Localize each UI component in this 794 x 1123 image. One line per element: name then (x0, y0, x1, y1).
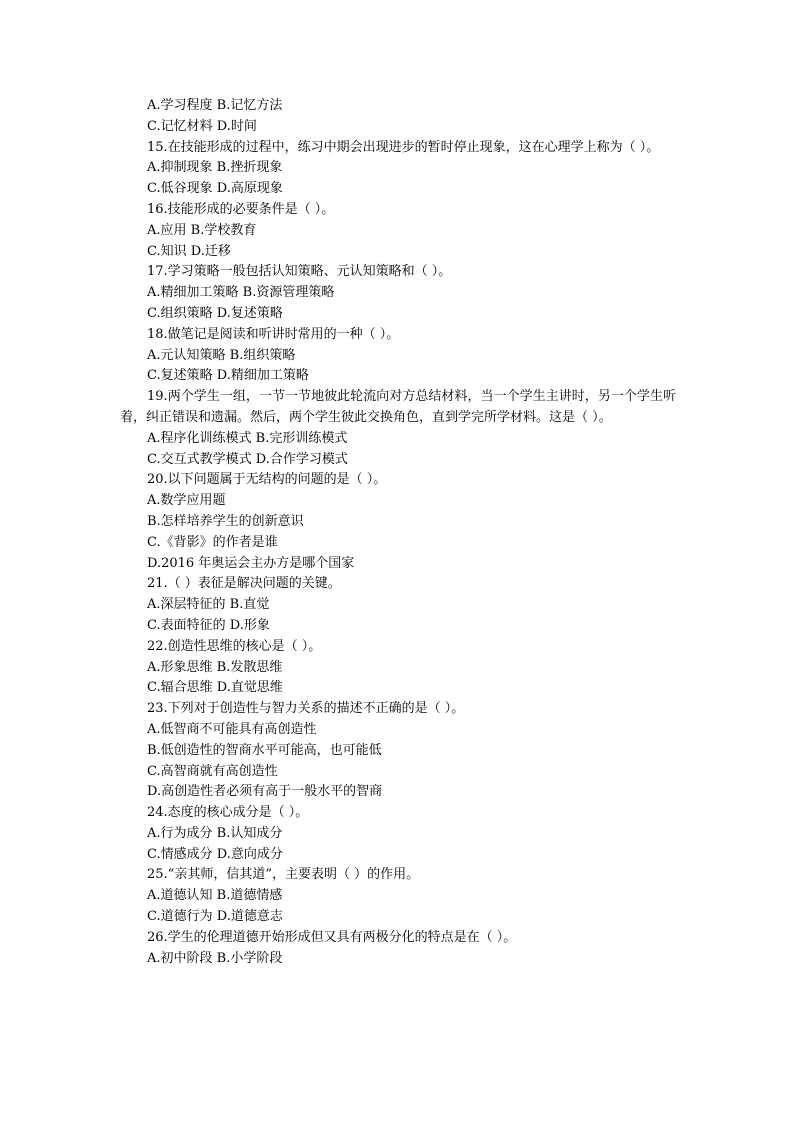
option-line: A.学习程度 B.记忆方法 (147, 98, 283, 113)
question-text: 25.“亲其师，信其道”，主要表明（ ）的作用。 (147, 867, 420, 883)
option-line: C.低谷现象 D.高原现象 (147, 181, 283, 197)
option-line: B.低创造性的智商水平可能高，也可能低 (147, 742, 382, 758)
question-text: 26.学生的伦理道德开始形成但又具有两极分化的特点是在（ ）。 (147, 929, 517, 945)
option-line: C.交互式教学模式 D.合作学习模式 (147, 451, 348, 467)
option-line: C.记忆材料 D.时间 (147, 118, 257, 134)
question-list (120, 96, 676, 969)
option-line: C.知识 D.迁移 (147, 243, 231, 259)
question-text: 24.态度的核心成分是（ ）。 (147, 805, 309, 821)
option-line: A.精细加工策略 B.资源管理策略 (147, 285, 335, 301)
option-line: A.数学应用题 (147, 493, 226, 509)
option-line: A.深层特征的 B.直觉 (147, 597, 270, 613)
option-line: A.应用 B.学校教育 (147, 222, 257, 238)
option-line: D.2016 年奥运会主办方是哪个国家 (147, 555, 355, 571)
option-line: C.高智商就有高创造性 (147, 763, 278, 779)
option-line: B.怎样培养学生的创新意识 (147, 513, 304, 529)
option-line: A.抑制现象 B.挫折现象 (147, 160, 283, 176)
question-text: 23.下列对于创造性与智力关系的描述不正确的是（ ）。 (147, 701, 465, 717)
option-line: A.道德认知 B.道德情感 (147, 888, 283, 904)
question-text: 21.（ ）表征是解决问题的关键。 (147, 576, 341, 592)
question-text: 19.两个学生一组，一节一节地彼此轮流向对方总结材料，当一个学生主讲时，另一个学生听着，纠正错误和遗漏。然后，两个学生彼此交换角色，直到学完所学材料。这是（ ）。 (120, 389, 676, 425)
option-line: A.元认知策略 B.组织策略 (147, 347, 296, 363)
option-line: A.形象思维 B.发散思维 (147, 659, 283, 675)
option-line: A.初中阶段 B.小学阶段 (147, 950, 283, 966)
question-text: 18.做笔记是阅读和听讲时常用的一种（ ）。 (147, 326, 400, 342)
question-text: 20.以下问题属于无结构的问题的是（ ）。 (147, 472, 387, 488)
option-line: C.复述策略 D.精细加工策略 (147, 368, 309, 384)
option-line: C.情感成分 D.意向成分 (147, 846, 283, 862)
option-line: C.辐合思维 D.直觉思维 (147, 680, 283, 696)
option-line: C.《背影》的作者是谁 (147, 534, 278, 550)
option-line: C.表面特征的 D.形象 (147, 617, 270, 633)
option-line: A.程序化训练模式 B.完形训练模式 (147, 430, 348, 446)
option-line: C.道德行为 D.道德意志 (147, 909, 283, 925)
question-text: 15.在技能形成的过程中，练习中期会出现进步的暂时停止现象，这在心理学上称为（ ）。 (147, 139, 660, 155)
question-text: 16.技能形成的必要条件是（ ）。 (147, 201, 335, 217)
option-line: D.高创造性者必须有高于一般水平的智商 (147, 784, 383, 800)
option-line: A.低智商不可能具有高创造性 (147, 721, 317, 737)
question-text: 22.创造性思维的核心是（ ）。 (147, 638, 322, 654)
question-text: 17.学习策略一般包括认知策略、元认知策略和（ ）。 (147, 264, 452, 280)
option-line: A.行为成分 B.认知成分 (147, 825, 283, 841)
option-line: C.组织策略 D.复述策略 (147, 305, 283, 321)
